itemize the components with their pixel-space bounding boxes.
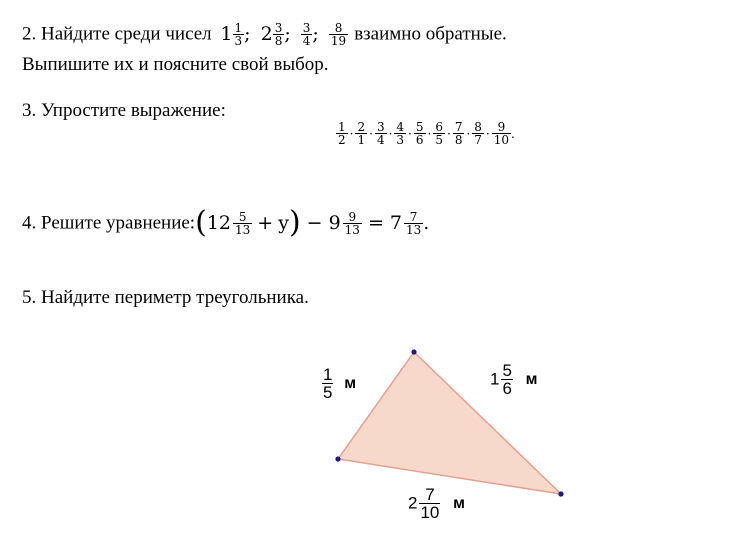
- fraction: $\frac{6}{5}$: [435, 120, 443, 147]
- task-2-text-after: взаимно обратные.: [354, 23, 507, 45]
- fraction: $\frac{3}{4}$: [376, 120, 385, 147]
- task-5-text: 5. Найдите периметр треугольника.: [22, 287, 309, 308]
- task-2-line-2: Выпишите их и поясните свой выбор.: [22, 54, 329, 75]
- fraction: $\frac{2}{1}$: [357, 120, 366, 147]
- fraction: $\frac{5}{6}$: [415, 120, 424, 147]
- side-label-bottom: 2 $\frac{7}{10}$ м: [408, 485, 465, 522]
- number-4: $\frac{8}{19}$: [330, 21, 347, 48]
- fraction: $\frac{7}{8}$: [454, 120, 463, 147]
- vertex-top: [411, 349, 416, 354]
- vertex-left: [335, 456, 340, 461]
- number-2: 2 $\frac{3}{8}$ ;: [260, 21, 291, 48]
- fraction: $\frac{9}{10}$: [493, 120, 510, 147]
- task-4-text: 4. Решите уравнение:: [22, 212, 196, 234]
- side-label-right: 1 $\frac{5}{6}$ м: [490, 361, 538, 398]
- number-1: 1 $\frac{1}{3}$ ;: [220, 21, 251, 48]
- product-expression: $\frac{1}{2}$ · $\frac{2}{1}$ · $\frac{3}{4}$ · $\frac{4}{3}$ · $\frac{5}{6}$ · $\frac{6}{5}$ · $\frac{7}{8}$ · $\frac{8}{7}$ · $\frac{9}{10}$ .: [338, 120, 515, 147]
- fraction: $\frac{8}{7}$: [474, 120, 482, 147]
- equation: (12 $\frac{5}{13}$ + y) − 9 $\frac{9}{13}$ = 7 $\frac{7}{13}$ .: [195, 205, 430, 240]
- task-2-text: 2. Найдите среди чисел: [22, 23, 212, 45]
- vertex-right: [558, 491, 563, 496]
- fraction: $\frac{4}{3}$: [396, 120, 405, 147]
- number-3: $\frac{3}{4}$ ;: [302, 21, 319, 48]
- task-3-text: 3. Упростите выражение:: [22, 100, 226, 121]
- side-label-left: $\frac{1}{5}$ м: [323, 365, 357, 402]
- fraction: $\frac{1}{2}$: [338, 120, 346, 147]
